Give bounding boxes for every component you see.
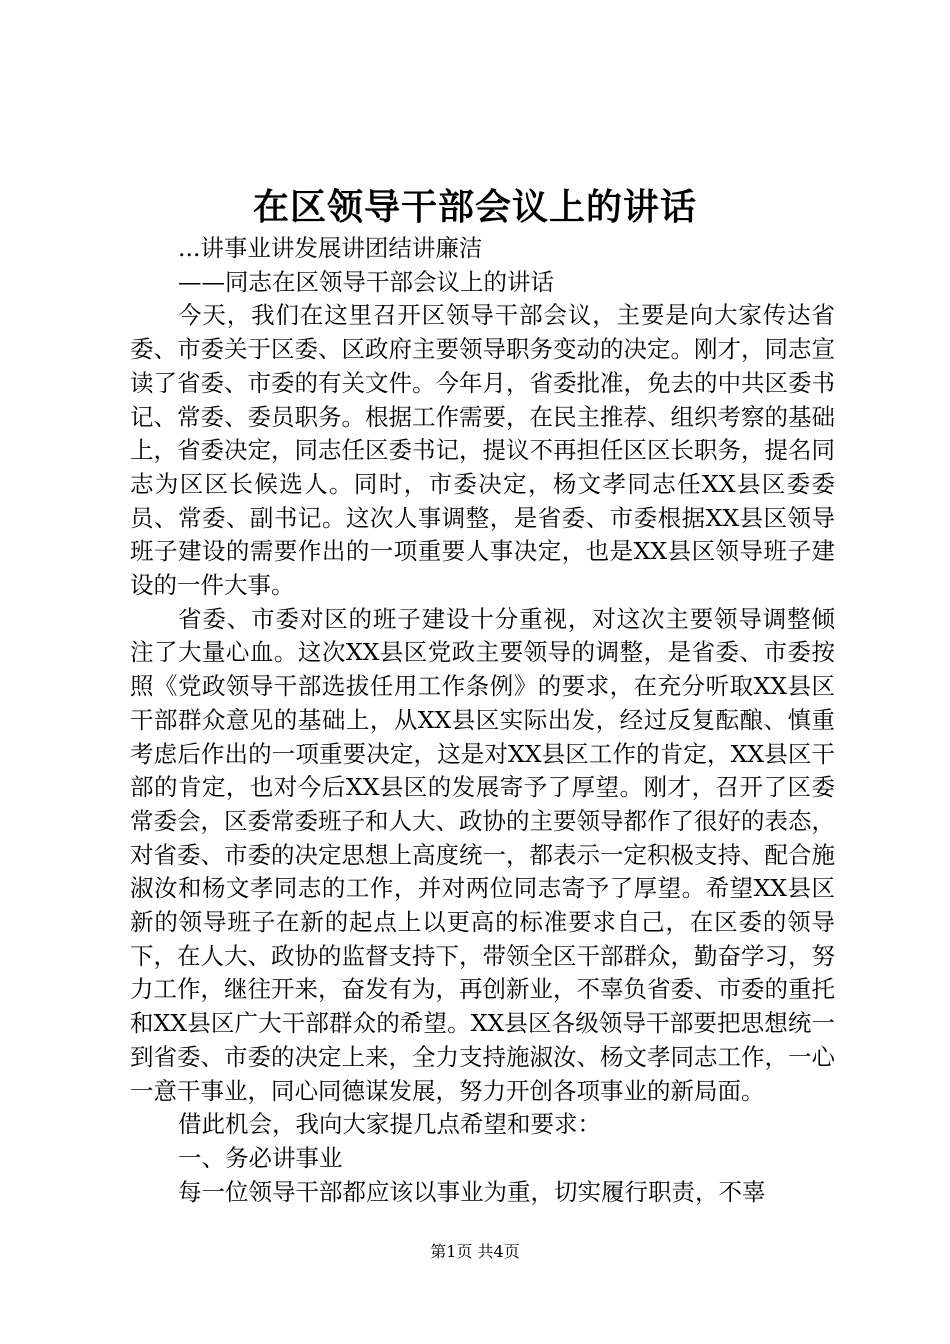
document-body	[130, 232, 835, 1209]
page-footer: 第1页 共4页	[430, 1242, 520, 1261]
subtitle-line-1: ...讲事业讲发展讲团结讲廉洁	[178, 234, 483, 262]
paragraph-1: 今天，我们在这里召开区领导干部会议，主要是向大家传达省委、市委关于区委、区政府主要领导职务变动的决定。刚才，同志宣读了省委、市委的有关文件。今年月，省委批准，免去的中共区委书记、常委、委员职务。根据工作需要，在民主推荐、组织考察的基础上，省委决定，同志任区委书记，提议不再担任区区长职务，提名同志为区区长候选人。同时，市委决定，杨文孝同志任XX县区委委员、常委、副书记。这次人事调整，是省委、市委根据XX县区领导班子建设的需要作出的一项重要人事决定，也是XX县区领导班子建设的一件大事。	[130, 301, 835, 600]
subtitle-line-2: ——同志在区领导干部会议上的讲话	[178, 267, 554, 296]
section-heading-1: 一、务必讲事业	[178, 1143, 343, 1172]
paragraph-3: 借此机会，我向大家提几点希望和要求：	[178, 1110, 601, 1139]
document-title: 在区领导干部会议上的讲话	[252, 186, 697, 228]
paragraph-2: 省委、市委对区的班子建设十分重视，对这次主要领导调整倾注了大量心血。这次XX县区党政主要领导的调整，是省委、市委按照《党政领导干部选拔任用工作条例》的要求，在充分听取XX县区干部群众意见的基础上，从XX县区实际出发，经过反复酝酿、慎重考虑后作出的一项重要决定，这是对XX县区工作的肯定，XX县区干部的肯定，也对今后XX县区的发展寄予了厚望。刚才，召开了区委常委会，区委常委班子和人大、政协的主要领导都作了很好的表态，对省委、市委的决定思想上高度统一，都表示一定积极支持、配合施淑汝和杨文孝同志的工作，并对两位同志寄予了厚望。希望XX县区新的领导班子在新的起点上以更高的标准要求自己，在区委的领导下，在人大、政协的监督支持下，带领全区干部群众，勤奋学习，努力工作，继往开来，奋发有为，再创新业，不辜负省委、市委的重托和XX县区广大干部群众的希望。XX县区各级领导干部要把思想统一到省委、市委的决定上来，全力支持施淑汝、杨文孝同志工作，一心一意干事业，同心同德谋发展，努力开创各项事业的新局面。	[130, 604, 835, 1105]
paragraph-4: 每一位领导干部都应该以事业为重，切实履行职责，不辜	[178, 1177, 766, 1206]
